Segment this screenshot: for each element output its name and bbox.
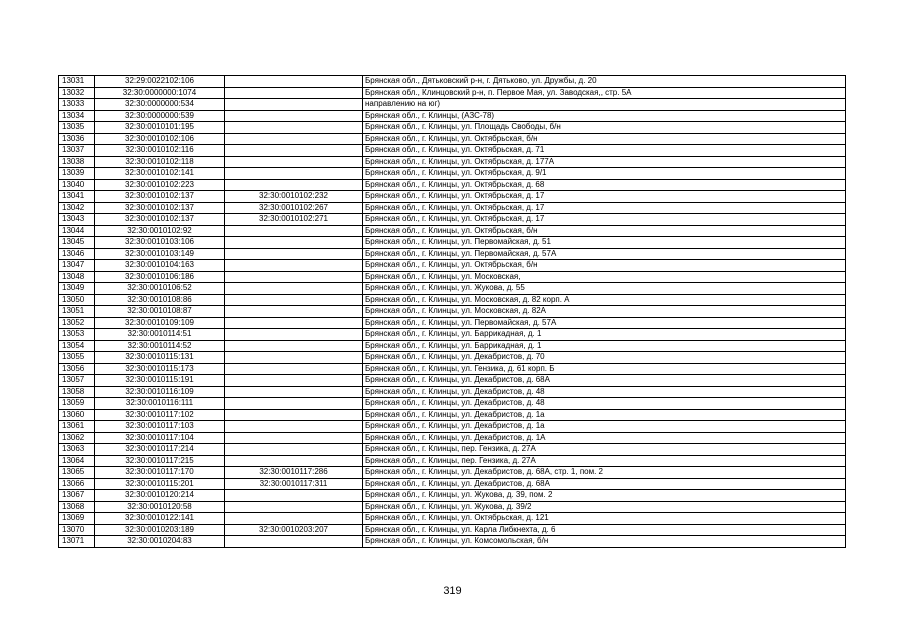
cadastral-number-cell: 32:30:0000000:534 bbox=[95, 99, 225, 111]
address-cell: Брянская обл., г. Клинцы, ул. Московская, д. 82 корп. А bbox=[363, 294, 846, 306]
table-row bbox=[59, 76, 846, 88]
cadastral-number-cell: 32:30:0010116:109 bbox=[95, 386, 225, 398]
row-number-cell: 13061 bbox=[59, 421, 95, 433]
row-number-cell: 13047 bbox=[59, 260, 95, 272]
address-cell: Брянская обл., г. Клинцы, ул. Первомайская, д. 57А bbox=[363, 248, 846, 260]
table-row bbox=[59, 501, 846, 513]
cadastral-number-cell: 32:30:0010108:87 bbox=[95, 306, 225, 318]
cadastral-number-cell: 32:30:0010204:83 bbox=[95, 536, 225, 548]
row-number-cell: 13057 bbox=[59, 375, 95, 387]
table-row bbox=[59, 478, 846, 490]
cadastral-number-cell: 32:30:0010103:106 bbox=[95, 237, 225, 249]
address-cell: Брянская обл., Клинцовский р-н, п. Первое Мая, ул. Заводская,, стр. 5А bbox=[363, 87, 846, 99]
related-cadastral-number-cell bbox=[225, 168, 363, 180]
row-number-cell: 13049 bbox=[59, 283, 95, 295]
cadastral-number-cell: 32:30:0010102:137 bbox=[95, 202, 225, 214]
table-row bbox=[59, 352, 846, 364]
cadastral-number-cell: 32:30:0010115:173 bbox=[95, 363, 225, 375]
address-cell: Брянская обл., г. Клинцы, пер. Гензика, д. 27А bbox=[363, 444, 846, 456]
address-cell: Брянская обл., г. Клинцы, ул. Декабристов, д. 68А bbox=[363, 375, 846, 387]
row-number-cell: 13036 bbox=[59, 133, 95, 145]
cadastral-number-cell: 32:30:0010120:214 bbox=[95, 490, 225, 502]
cadastral-number-cell: 32:30:0010117:170 bbox=[95, 467, 225, 479]
address-cell: Брянская обл., г. Клинцы, ул. Московская, bbox=[363, 271, 846, 283]
address-cell: Брянская обл., г. Клинцы, ул. Декабристов, д. 68А bbox=[363, 478, 846, 490]
row-number-cell: 13060 bbox=[59, 409, 95, 421]
row-number-cell: 13068 bbox=[59, 501, 95, 513]
cadastral-number-cell: 32:30:0010122:141 bbox=[95, 513, 225, 525]
address-cell: Брянская обл., г. Клинцы, ул. Жукова, д. 39/2 bbox=[363, 501, 846, 513]
address-cell: Брянская обл., г. Клинцы, ул. Декабристов, д. 48 bbox=[363, 386, 846, 398]
cadastral-number-cell: 32:30:0010117:215 bbox=[95, 455, 225, 467]
cadastral-number-cell: 32:30:0010120:58 bbox=[95, 501, 225, 513]
table-row bbox=[59, 237, 846, 249]
cadastral-number-cell: 32:30:0010102:116 bbox=[95, 145, 225, 157]
cadastral-number-cell: 32:30:0010114:52 bbox=[95, 340, 225, 352]
related-cadastral-number-cell bbox=[225, 225, 363, 237]
row-number-cell: 13067 bbox=[59, 490, 95, 502]
cadastral-number-cell: 32:30:0010102:223 bbox=[95, 179, 225, 191]
table-row bbox=[59, 133, 846, 145]
related-cadastral-number-cell bbox=[225, 409, 363, 421]
row-number-cell: 13052 bbox=[59, 317, 95, 329]
address-cell: Брянская обл., г. Клинцы, ул. Первомайская, д. 51 bbox=[363, 237, 846, 249]
address-cell: Брянская обл., г. Клинцы, ул. Октябрьская, д. 68 bbox=[363, 179, 846, 191]
cadastral-number-cell: 32:30:0010116:111 bbox=[95, 398, 225, 410]
cadastral-number-cell: 32:30:0000000:1074 bbox=[95, 87, 225, 99]
row-number-cell: 13071 bbox=[59, 536, 95, 548]
table-row bbox=[59, 524, 846, 536]
related-cadastral-number-cell bbox=[225, 386, 363, 398]
table-row bbox=[59, 271, 846, 283]
row-number-cell: 13062 bbox=[59, 432, 95, 444]
table-row bbox=[59, 340, 846, 352]
cadastral-number-cell: 32:30:0010117:104 bbox=[95, 432, 225, 444]
cadastral-number-cell: 32:30:0010114:51 bbox=[95, 329, 225, 341]
related-cadastral-number-cell bbox=[225, 317, 363, 329]
related-cadastral-number-cell bbox=[225, 179, 363, 191]
related-cadastral-number-cell bbox=[225, 513, 363, 525]
related-cadastral-number-cell: 32:30:0010117:286 bbox=[225, 467, 363, 479]
address-cell: Брянская обл., г. Клинцы, ул. Октябрьская, д. 17 bbox=[363, 214, 846, 226]
address-cell: Брянская обл., г. Клинцы, ул. Октябрьская, д. 17 bbox=[363, 202, 846, 214]
cadastral-number-cell: 32:30:0010102:141 bbox=[95, 168, 225, 180]
cadastral-number-cell: 32:30:0000000:539 bbox=[95, 110, 225, 122]
row-number-cell: 13051 bbox=[59, 306, 95, 318]
table-row bbox=[59, 490, 846, 502]
table-row bbox=[59, 87, 846, 99]
address-cell: Брянская обл., г. Клинцы, ул. Октябрьская, д. 9/1 bbox=[363, 168, 846, 180]
table-row bbox=[59, 386, 846, 398]
cadastral-number-cell: 32:30:0010115:201 bbox=[95, 478, 225, 490]
address-cell: Брянская обл., г. Клинцы, ул. Баррикадная, д. 1 bbox=[363, 340, 846, 352]
related-cadastral-number-cell bbox=[225, 455, 363, 467]
cadastral-number-cell: 32:30:0010102:137 bbox=[95, 191, 225, 203]
row-number-cell: 13058 bbox=[59, 386, 95, 398]
table-row bbox=[59, 432, 846, 444]
cadastral-number-cell: 32:30:0010109:109 bbox=[95, 317, 225, 329]
cadastral-number-cell: 32:30:0010117:214 bbox=[95, 444, 225, 456]
table-row bbox=[59, 467, 846, 479]
address-cell: Брянская обл., г. Клинцы, ул. Октябрьская, б/н bbox=[363, 225, 846, 237]
table-row bbox=[59, 294, 846, 306]
address-cell: Брянская обл., г. Клинцы, ул. Карла Либкнехта, д. 6 bbox=[363, 524, 846, 536]
cadastral-number-cell: 32:30:0010106:52 bbox=[95, 283, 225, 295]
table-row bbox=[59, 363, 846, 375]
related-cadastral-number-cell bbox=[225, 260, 363, 272]
table-row bbox=[59, 306, 846, 318]
related-cadastral-number-cell bbox=[225, 145, 363, 157]
row-number-cell: 13069 bbox=[59, 513, 95, 525]
related-cadastral-number-cell bbox=[225, 375, 363, 387]
row-number-cell: 13032 bbox=[59, 87, 95, 99]
row-number-cell: 13034 bbox=[59, 110, 95, 122]
row-number-cell: 13063 bbox=[59, 444, 95, 456]
cadastral-number-cell: 32:30:0010117:103 bbox=[95, 421, 225, 433]
row-number-cell: 13050 bbox=[59, 294, 95, 306]
cadastral-number-cell: 32:30:0010115:191 bbox=[95, 375, 225, 387]
address-cell: Брянская обл., г. Клинцы, ул. Жукова, д. 39, пом. 2 bbox=[363, 490, 846, 502]
related-cadastral-number-cell bbox=[225, 432, 363, 444]
address-cell: Брянская обл., г. Клинцы, ул. Октябрьская, д. 177А bbox=[363, 156, 846, 168]
address-cell: Брянская обл., г. Клинцы, ул. Первомайская, д. 57А bbox=[363, 317, 846, 329]
table-row bbox=[59, 317, 846, 329]
table-row bbox=[59, 513, 846, 525]
row-number-cell: 13046 bbox=[59, 248, 95, 260]
related-cadastral-number-cell bbox=[225, 536, 363, 548]
related-cadastral-number-cell bbox=[225, 122, 363, 134]
related-cadastral-number-cell: 32:30:0010102:267 bbox=[225, 202, 363, 214]
address-cell: Брянская обл., г. Клинцы, ул. Октябрьская, д. 121 bbox=[363, 513, 846, 525]
row-number-cell: 13045 bbox=[59, 237, 95, 249]
registry-table-body bbox=[59, 76, 846, 548]
cadastral-number-cell: 32:30:0010102:118 bbox=[95, 156, 225, 168]
table-row bbox=[59, 168, 846, 180]
row-number-cell: 13037 bbox=[59, 145, 95, 157]
table-row bbox=[59, 225, 846, 237]
table-row bbox=[59, 99, 846, 111]
cadastral-registry-table bbox=[58, 75, 846, 548]
cadastral-number-cell: 32:30:0010103:149 bbox=[95, 248, 225, 260]
related-cadastral-number-cell bbox=[225, 110, 363, 122]
cadastral-number-cell: 32:29:0022102:106 bbox=[95, 76, 225, 88]
related-cadastral-number-cell bbox=[225, 294, 363, 306]
row-number-cell: 13065 bbox=[59, 467, 95, 479]
related-cadastral-number-cell bbox=[225, 340, 363, 352]
related-cadastral-number-cell bbox=[225, 352, 363, 364]
cadastral-number-cell: 32:30:0010102:92 bbox=[95, 225, 225, 237]
related-cadastral-number-cell: 32:30:0010117:311 bbox=[225, 478, 363, 490]
page-number: 319 bbox=[443, 585, 462, 597]
cadastral-number-cell: 32:30:0010108:86 bbox=[95, 294, 225, 306]
cadastral-number-cell: 32:30:0010203:189 bbox=[95, 524, 225, 536]
address-cell: Брянская обл., г. Клинцы, ул. Декабристов, д. 68А, стр. 1, пом. 2 bbox=[363, 467, 846, 479]
row-number-cell: 13035 bbox=[59, 122, 95, 134]
address-cell: Брянская обл., г. Клинцы, ул. Декабристов, д. 70 bbox=[363, 352, 846, 364]
row-number-cell: 13066 bbox=[59, 478, 95, 490]
table-row bbox=[59, 375, 846, 387]
related-cadastral-number-cell bbox=[225, 248, 363, 260]
related-cadastral-number-cell bbox=[225, 237, 363, 249]
table-row bbox=[59, 248, 846, 260]
address-cell: Брянская обл., г. Клинцы, ул. Декабристов, д. 1А bbox=[363, 432, 846, 444]
table-row bbox=[59, 536, 846, 548]
table-row bbox=[59, 329, 846, 341]
address-cell: Брянская обл., г. Клинцы, ул. Декабристов, д. 48 bbox=[363, 398, 846, 410]
address-cell: Брянская обл., г. Клинцы, ул. Декабристов, д. 1а bbox=[363, 409, 846, 421]
related-cadastral-number-cell bbox=[225, 283, 363, 295]
row-number-cell: 13070 bbox=[59, 524, 95, 536]
table-row bbox=[59, 156, 846, 168]
cadastral-number-cell: 32:30:0010104:163 bbox=[95, 260, 225, 272]
cadastral-number-cell: 32:30:0010106:186 bbox=[95, 271, 225, 283]
related-cadastral-number-cell bbox=[225, 490, 363, 502]
table-row bbox=[59, 283, 846, 295]
related-cadastral-number-cell: 32:30:0010102:232 bbox=[225, 191, 363, 203]
row-number-cell: 13054 bbox=[59, 340, 95, 352]
table-row bbox=[59, 110, 846, 122]
address-cell: Брянская обл., г. Клинцы, (АЗС-78) bbox=[363, 110, 846, 122]
address-cell: Брянская обл., г. Клинцы, ул. Октябрьская, д. 17 bbox=[363, 191, 846, 203]
row-number-cell: 13039 bbox=[59, 168, 95, 180]
related-cadastral-number-cell bbox=[225, 329, 363, 341]
row-number-cell: 13042 bbox=[59, 202, 95, 214]
table-row bbox=[59, 398, 846, 410]
related-cadastral-number-cell bbox=[225, 156, 363, 168]
cadastral-number-cell: 32:30:0010117:102 bbox=[95, 409, 225, 421]
address-cell: Брянская обл., г. Клинцы, ул. Баррикадная, д. 1 bbox=[363, 329, 846, 341]
address-cell: Брянская обл., г. Клинцы, ул. Октябрьская, д. 71 bbox=[363, 145, 846, 157]
address-cell: Брянская обл., Дятьковский р-н, г. Дятьково, ул. Дружбы, д. 20 bbox=[363, 76, 846, 88]
table-row bbox=[59, 421, 846, 433]
related-cadastral-number-cell bbox=[225, 501, 363, 513]
table-row bbox=[59, 145, 846, 157]
related-cadastral-number-cell: 32:30:0010102:271 bbox=[225, 214, 363, 226]
row-number-cell: 13043 bbox=[59, 214, 95, 226]
row-number-cell: 13055 bbox=[59, 352, 95, 364]
address-cell: Брянская обл., г. Клинцы, ул. Октябрьская, б/н bbox=[363, 260, 846, 272]
address-cell: Брянская обл., г. Клинцы, ул. Жукова, д. 55 bbox=[363, 283, 846, 295]
row-number-cell: 13038 bbox=[59, 156, 95, 168]
table-row bbox=[59, 409, 846, 421]
row-number-cell: 13041 bbox=[59, 191, 95, 203]
address-cell: Брянская обл., г. Клинцы, ул. Московская, д. 82А bbox=[363, 306, 846, 318]
cadastral-number-cell: 32:30:0010115:131 bbox=[95, 352, 225, 364]
row-number-cell: 13056 bbox=[59, 363, 95, 375]
cadastral-number-cell: 32:30:0010102:137 bbox=[95, 214, 225, 226]
address-cell: Брянская обл., г. Клинцы, ул. Комсомольская, б/н bbox=[363, 536, 846, 548]
related-cadastral-number-cell bbox=[225, 99, 363, 111]
address-cell: Брянская обл., г. Клинцы, ул. Октябрьская, б/н bbox=[363, 133, 846, 145]
address-cell: Брянская обл., г. Клинцы, пер. Гензика, д. 27А bbox=[363, 455, 846, 467]
table-row bbox=[59, 191, 846, 203]
related-cadastral-number-cell bbox=[225, 271, 363, 283]
related-cadastral-number-cell bbox=[225, 398, 363, 410]
row-number-cell: 13031 bbox=[59, 76, 95, 88]
address-cell: направлению на юг) bbox=[363, 99, 846, 111]
table-row bbox=[59, 122, 846, 134]
related-cadastral-number-cell bbox=[225, 363, 363, 375]
table-row bbox=[59, 179, 846, 191]
address-cell: Брянская обл., г. Клинцы, ул. Гензика, д. 61 корп. Б bbox=[363, 363, 846, 375]
address-cell: Брянская обл., г. Клинцы, ул. Декабристов, д. 1а bbox=[363, 421, 846, 433]
related-cadastral-number-cell bbox=[225, 87, 363, 99]
table-row bbox=[59, 260, 846, 272]
row-number-cell: 13064 bbox=[59, 455, 95, 467]
address-cell: Брянская обл., г. Клинцы, ул. Площадь Свободы, б/н bbox=[363, 122, 846, 134]
related-cadastral-number-cell: 32:30:0010203:207 bbox=[225, 524, 363, 536]
row-number-cell: 13044 bbox=[59, 225, 95, 237]
related-cadastral-number-cell bbox=[225, 306, 363, 318]
cadastral-number-cell: 32:30:0010101:195 bbox=[95, 122, 225, 134]
table-row bbox=[59, 202, 846, 214]
table-row bbox=[59, 214, 846, 226]
table-row bbox=[59, 444, 846, 456]
table-row bbox=[59, 455, 846, 467]
related-cadastral-number-cell bbox=[225, 133, 363, 145]
related-cadastral-number-cell bbox=[225, 444, 363, 456]
row-number-cell: 13048 bbox=[59, 271, 95, 283]
row-number-cell: 13033 bbox=[59, 99, 95, 111]
row-number-cell: 13053 bbox=[59, 329, 95, 341]
row-number-cell: 13040 bbox=[59, 179, 95, 191]
related-cadastral-number-cell bbox=[225, 76, 363, 88]
cadastral-number-cell: 32:30:0010102:106 bbox=[95, 133, 225, 145]
row-number-cell: 13059 bbox=[59, 398, 95, 410]
related-cadastral-number-cell bbox=[225, 421, 363, 433]
